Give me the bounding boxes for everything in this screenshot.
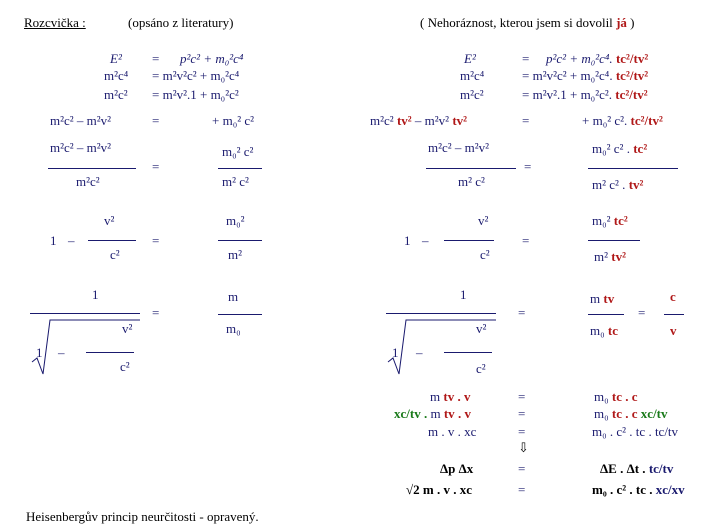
right-r5-fraction-bar bbox=[426, 168, 516, 169]
left-r4-lhs: m²c² – m²v² bbox=[50, 113, 112, 128]
left-r7-fraction-bar bbox=[30, 313, 140, 314]
right-r7-c: c² bbox=[476, 361, 486, 376]
left-r3-lhs: m²c² bbox=[104, 87, 128, 102]
right-r10-lhs: m . v . xc bbox=[428, 424, 477, 439]
right-r10-rhs: m₀ . c² . tc . tc/tv bbox=[592, 424, 679, 439]
right-r1-lhs: E² bbox=[464, 51, 476, 66]
right-r9-rhs: m₀ tc . c xc/tv bbox=[594, 406, 668, 421]
right-r5-num: m²c² – m²v² bbox=[428, 140, 490, 155]
right-r7-eq2: = bbox=[638, 305, 646, 320]
left-r2-rhs: = m²v²c² + m₀²c⁴ bbox=[152, 68, 240, 83]
right-r6-c: c² bbox=[480, 247, 490, 262]
right-r4-eq: = bbox=[522, 113, 530, 128]
left-r5-rnum: m₀² c² bbox=[222, 144, 254, 159]
right-r6-eq: = bbox=[522, 233, 530, 248]
right-r12-rhs: m₀ . c² . tc . xc/xv bbox=[592, 482, 685, 497]
left-r6-eq: = bbox=[152, 233, 160, 248]
right-r7-one-inner: 1 bbox=[392, 345, 399, 360]
right-r12-lhs: √2 m . v . xc bbox=[406, 482, 472, 497]
left-r4-eq: = bbox=[152, 113, 160, 128]
left-r7-rfraction-bar bbox=[218, 314, 262, 315]
right-r11-eq: = bbox=[518, 461, 526, 476]
left-r1-rhs: p²c² + m₀²c⁴ bbox=[180, 51, 244, 66]
right-r5-rden: m² c² . tv² bbox=[592, 177, 644, 192]
footer-heisenberg: Heisenbergův princip neurčitosti - opravený. bbox=[26, 509, 259, 524]
left-r5-eq: = bbox=[152, 159, 160, 174]
left-r7-c: c² bbox=[120, 359, 130, 374]
right-r5-eq: = bbox=[524, 159, 532, 174]
left-title: Rozcvička : bbox=[24, 15, 86, 30]
left-r7-one: 1 bbox=[92, 287, 99, 302]
right-r6-fraction-bar bbox=[444, 240, 494, 241]
right-r7-cfraction-bar bbox=[664, 314, 684, 315]
left-r7-one-inner: 1 bbox=[36, 345, 43, 360]
left-r5-rden: m² c² bbox=[222, 174, 249, 189]
down-arrow-icon: ⇩ bbox=[518, 440, 529, 455]
right-r7-rnum: m tv bbox=[590, 291, 615, 306]
left-r6-minus: – bbox=[68, 233, 75, 248]
left-r5-num: m²c² – m²v² bbox=[50, 140, 112, 155]
left-subtitle: (opsáno z literatury) bbox=[128, 15, 234, 30]
left-r3-rhs: = m²v².1 + m₀²c² bbox=[152, 87, 239, 102]
left-r6-v: v² bbox=[104, 213, 115, 228]
left-r6-one: 1 bbox=[50, 233, 57, 248]
ja-highlight: já bbox=[616, 15, 627, 30]
left-r6-fraction-bar bbox=[88, 240, 136, 241]
left-r6-c: c² bbox=[110, 247, 120, 262]
left-r5-fraction-bar bbox=[48, 168, 136, 169]
right-r1-rhs: p²c² + m₀²c⁴. tc²/tv² bbox=[546, 51, 649, 66]
right-r6-one: 1 bbox=[404, 233, 411, 248]
left-r7-rnum: m bbox=[228, 289, 239, 304]
right-r9-eq: = bbox=[518, 406, 526, 421]
right-r4-lhs: m²c² tv² – m²v² tv² bbox=[370, 113, 468, 128]
right-r5-den: m² c² bbox=[458, 174, 485, 189]
right-r3-rhs: = m²v².1 + m₀²c². tc²/tv² bbox=[522, 87, 648, 102]
left-r4-rhs: + m₀² c² bbox=[212, 113, 255, 128]
left-r7-rden: m₀ bbox=[226, 321, 241, 336]
right-r7-fraction-bar bbox=[386, 313, 496, 314]
right-r3-lhs: m²c² bbox=[460, 87, 484, 102]
left-r1-eq: = bbox=[152, 51, 160, 66]
right-r11-lhs: Δp Δx bbox=[440, 461, 474, 476]
right-r11-rhs: ΔE . Δt . tc/tv bbox=[600, 461, 674, 476]
right-r6-minus: – bbox=[422, 233, 429, 248]
left-r5-den: m²c² bbox=[76, 174, 100, 189]
right-r7-cden: v bbox=[670, 323, 677, 338]
right-r7-rden: m₀ tc bbox=[590, 323, 619, 338]
right-r8-eq: = bbox=[518, 389, 526, 404]
right-r7-v: v² bbox=[476, 321, 487, 336]
right-r1-eq: = bbox=[522, 51, 530, 66]
left-r6-rfraction-bar bbox=[218, 240, 262, 241]
right-r9-lhs: xc/tv . m tv . v bbox=[394, 406, 471, 421]
right-r10-eq: = bbox=[518, 424, 526, 439]
right-r8-rhs: m₀ tc . c bbox=[594, 389, 638, 404]
right-r7-inner-bar bbox=[444, 352, 492, 353]
right-title: ( Nehoráznost, kterou jsem si dovolil já ) bbox=[420, 15, 635, 30]
right-r2-lhs: m²c⁴ bbox=[460, 68, 485, 83]
right-r4-rhs: + m₀² c². tc²/tv² bbox=[582, 113, 663, 128]
left-r7-minus: – bbox=[58, 345, 65, 360]
right-r6-rnum: m₀² tc² bbox=[592, 213, 628, 228]
left-r7-eq: = bbox=[152, 305, 160, 320]
left-r1-lhs: E² bbox=[110, 51, 122, 66]
right-r7-minus: – bbox=[416, 345, 423, 360]
left-r2-lhs: m²c⁴ bbox=[104, 68, 129, 83]
right-r5-rnum: m₀² c² . tc² bbox=[592, 141, 648, 156]
right-r6-rfraction-bar bbox=[588, 240, 640, 241]
right-r6-rden: m² tv² bbox=[594, 249, 626, 264]
left-r7-inner-bar bbox=[86, 352, 134, 353]
right-r8-lhs: m tv . v bbox=[430, 389, 471, 404]
left-r7-v: v² bbox=[122, 321, 133, 336]
right-r7-cnum: c bbox=[670, 289, 676, 304]
right-r2-rhs: = m²v²c² + m₀²c⁴. tc²/tv² bbox=[522, 68, 649, 83]
left-r6-rden: m² bbox=[228, 247, 243, 262]
right-r7-rfraction-bar bbox=[588, 314, 624, 315]
right-r5-rfraction-bar bbox=[588, 168, 678, 169]
left-r6-rnum: m₀² bbox=[226, 213, 245, 228]
right-r12-eq: = bbox=[518, 482, 526, 497]
left-r5-rfraction-bar bbox=[218, 168, 262, 169]
right-r7-one: 1 bbox=[460, 287, 467, 302]
right-r6-v: v² bbox=[478, 213, 489, 228]
right-r7-eq: = bbox=[518, 305, 526, 320]
